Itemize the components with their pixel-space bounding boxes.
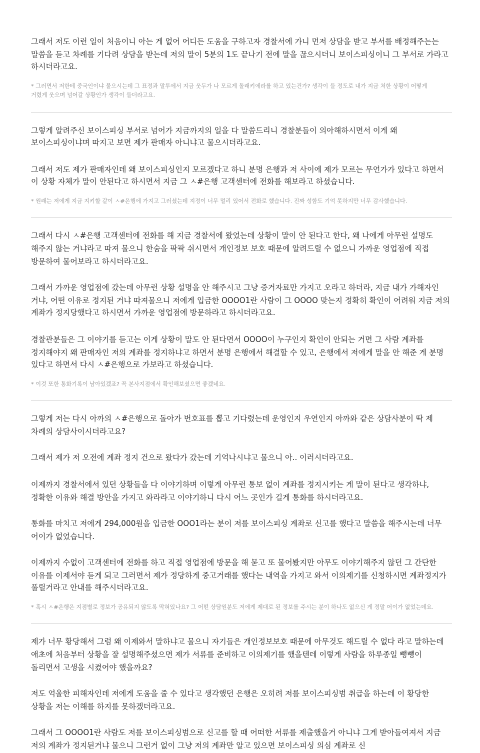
- body-paragraph-5: 그래서 가까운 영업점에 갔는데 아무런 상황 설명을 안 해주시고 그냥 증거자료만 가지고 오라고 하더라, 지금 내가 가해자인 거냐, 어떤 이유로 정지된 거냐 따져물으니 저에게 입금한 OOOO1란 사람이 그 OOOO 맞는지 정확히 확인이 어려워 지금 저의 계좌가 정지당했다고 하시면서 가까운 영업점에 방문하라고 하시더라고요.: [31, 283, 450, 318]
- body-paragraph-10: 통화를 마치고 저에게 294,000원을 입금한 OOO1라는 분이 저를 보이스피싱 계좌로 신고를 했다고 말씀을 해주시는데 너무 어이가 없었습니다.: [31, 519, 442, 541]
- divider: [31, 400, 452, 401]
- body-paragraph-6: 경찰관분들은 그 이야기를 듣고는 이게 상황이 말도 안 된다면서 OOOO이 누구인지 확인이 안되는 거면 그 사람 계좌를 정지해야지 왜 판매자인 저의 계좌를 정지하냐고 하면서 분명 은행에서 해결할 수 있고, 은행에서 저에게 말을 안 해준 게 분명 있다고 하면서 다시 ㅅ#은행으로 가보라고 하셨습니다.: [31, 334, 444, 370]
- footnote-3: * 이것 또한 통화기록이 남아있겠죠? 꼭 본사지점에서 확인해보셨으면 좋겠네요.: [31, 381, 226, 388]
- body-paragraph-8: 그래서 제가 저 오전에 계좌 정지 건으로 왔다가 갔는데 기억나시냐고 물으니 아.. 이러시더라고요.: [31, 453, 354, 463]
- footnote-4: * 혹시 ㅅ#은행은 지점별로 정보가 공유되지 않도록 막혀있나요? 그 어떤 상담원분도 저에게 제대로 된 정보를 주시는 분이 하나도 없으신 게 정말 어이가 없었는데요.: [31, 605, 434, 612]
- body-paragraph-1: 그래서 저도 이런 일이 처음이니 아는 게 없어 어디든 도움을 구하고자 경찰서에 가니 먼저 상담을 받고 부서를 배정해주는는 말씀을 듣고 차례를 기다려 상담을 받는데 저의 말이 5분의 1도 끝나기 전에 말을 끊으시더니 보이스피싱이니 그 부서로 가라고 하시더라고요.: [31, 37, 449, 72]
- body-paragraph-14: 그래서 그 OOOO1란 사람도 저를 보이스피싱범으로 신고를 할 때 어떠한 서류를 제출했을거 아니냐 그게 받아들여져서 지금 저의 계좌가 정지된거냐 물으니 그런거 없이 그냥 저의 계좌만 알고 있으면 보이스피싱 의심 계좌로 신: [31, 728, 441, 751]
- body-paragraph-4: 그래서 다시 ㅅ#은행 고객센터에 전화를 해 지금 경찰서에 왔었는데 상황이 말이 안 된다고 한다, 왜 나에게 아무런 설명도 해주지 않는 거냐라고 따져 물으니 한숨을 팍팍 쉬시면서 개인정보 보호 때문에 알려드릴 수 없으니 가까운 영업점에 직접 방문하여 물어보라고 하시더라고요.: [31, 231, 433, 266]
- body-paragraph-12: 제가 너무 황당해서 그럼 왜 이제와서 말하냐고 물으니 자기들은 개인정보보호 때문에 아무것도 해드릴 수 없다 라고 말하는데 애초에 처음부터 상황을 잘 설명해주셨으면 제가 서류를 준비하고 이의제기를 했을텐데 이렇게 사람을 하루종일 뺑뺑이 돌리면서 고생을 시켰어야 했을까요?: [31, 637, 444, 672]
- divider: [31, 623, 452, 624]
- divider: [31, 217, 452, 218]
- body-paragraph-3: 그래서 저도 제가 판매자인데 왜 보이스피싱인지 모르겠다고 하니 분명 은행과 저 사이에 제가 모르는 무언가가 있다고 하면서 이 상황 자체가 말이 안된다고 하시면서 지금 그 ㅅ#은행 고객센터에 전화를 해보라고 하셨습니다.: [31, 164, 444, 187]
- body-paragraph-2: 그렇게 알려주신 보이스피싱 부서로 넘어가 지금까지의 일을 다 말씀드리니 경찰분들이 의아해하시면서 이게 왜 보이스피싱이냐며 따지고 보면 제가 판매자 아니냐고 물으시더라고요.: [31, 125, 398, 148]
- body-paragraph-7: 그렇게 저는 다시 아까의 ㅅ#은행으로 돌아가 번호표를 뽑고 기다렸는데 운영인지 우연인지 아까와 같은 상담사분이 딱 제 차례의 상담사이시더라고요?: [31, 414, 434, 436]
- footnote-1: * 그러면서 저한테 중국인이냐 물으시는데 그 표정과 말투에서 지금 웃두가 나 모르게 돌래키에라를 하고 있는건가? 생각이 들 정도로 내가 지금 처한 상황이 어떻게 거렸게 웃으며 넘어갈 상황인가 생각이 들더라고요.: [31, 83, 428, 100]
- body-paragraph-13: 저도 억울한 피해자인데 저에게 도움을 줄 수 있다고 생각했던 은행은 오히려 저를 보이스피싱범 취급을 하는데 이 황당한 상황을 저는 이해를 하지를 못하겠더라고요.: [31, 689, 430, 711]
- divider: [31, 112, 452, 113]
- body-paragraph-11: 이제까지 수없이 고객센터에 전화를 하고 직접 영업점에 방문을 해 묻고 또 물어봤지만 아무도 이야기해주지 않던 그 간단한 이유를 이제서야 듣게 되고 그러면서 제가 정당하게 중고거래를 했다는 내역을 가지고 와서 이의제기를 신청하시면 계좌정지가 풀릴거라고 안내를 해주시더라고요.: [31, 558, 447, 593]
- body-paragraph-9: 이제까지 경찰서에서 있던 상황들을 다 이야기하며 이렇게 아무런 통보 없이 계좌를 정지시키는 게 말이 된다고 생각하냐, 정확한 이유와 해결 방안을 가지고 와라라고 이야기하니 다시 어느 곳인가 길게 통화를 하시더라고요.: [31, 479, 430, 502]
- footnote-2: * 원래는 저에게 지금 지키할 같이 ㅅ#은행에 가지고 그러셨는데 지정이 너무 멀리 있어서 전화로 했습니다. 진짜 성함도 기억 못하지만 너무 감사했습니다.: [31, 198, 408, 205]
